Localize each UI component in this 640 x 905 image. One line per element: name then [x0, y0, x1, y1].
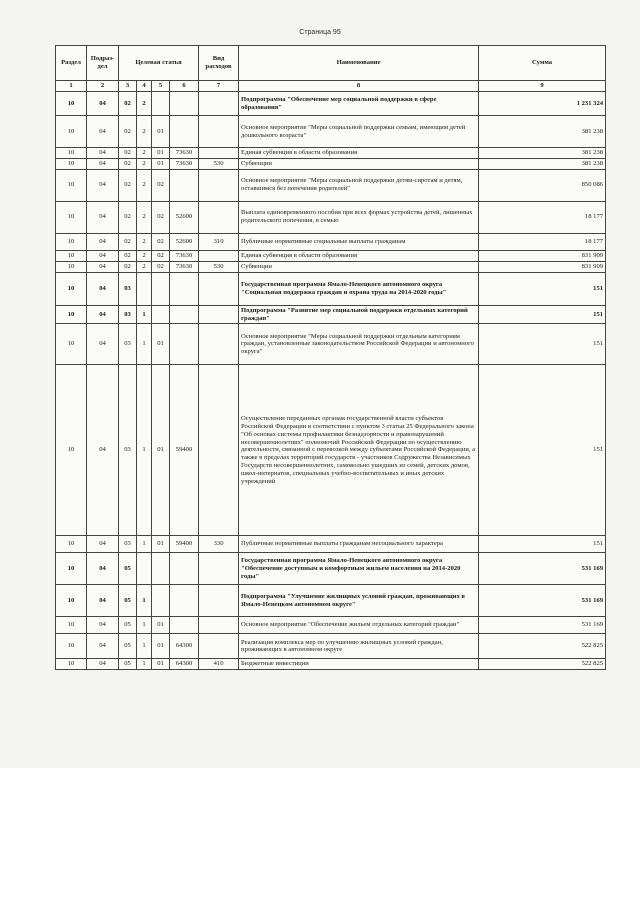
target-part1-cell: 02: [119, 250, 137, 261]
target-part1-cell: 02: [119, 261, 137, 272]
expense-type-cell: [199, 553, 239, 585]
column-number: 6: [170, 81, 199, 92]
razdel-cell: 10: [56, 585, 87, 617]
header-row: [56, 46, 606, 81]
podrazdel-cell: 04: [87, 324, 119, 365]
target-part4-cell: 59400: [170, 536, 199, 553]
expense-type-cell: [199, 617, 239, 634]
target-part2-cell: 2: [137, 169, 152, 201]
sum-cell: 381 238: [479, 158, 606, 169]
table-body: [56, 92, 606, 670]
razdel-cell: 10: [56, 116, 87, 148]
target-part4-cell: [170, 305, 199, 324]
target-part4-cell: 52600: [170, 233, 199, 250]
target-part2-cell: 2: [137, 92, 152, 116]
target-part4-cell: [170, 272, 199, 305]
sum-cell: 151: [479, 272, 606, 305]
target-part4-cell: 59400: [170, 365, 199, 536]
target-part4-cell: [170, 92, 199, 116]
target-part1-cell: 03: [119, 536, 137, 553]
name-cell: Государственная программа Ямало-Ненецкого автономного округа "Социальная поддержка граждан и охрана труда на 2014-2020 годы": [239, 272, 479, 305]
table-row: [56, 148, 606, 159]
expense-type-cell: 310: [199, 233, 239, 250]
target-part1-cell: 05: [119, 634, 137, 659]
razdel-cell: 10: [56, 634, 87, 659]
target-part2-cell: 2: [137, 250, 152, 261]
podrazdel-cell: 04: [87, 158, 119, 169]
podrazdel-cell: 04: [87, 617, 119, 634]
target-part2-cell: [137, 553, 152, 585]
target-part4-cell: [170, 324, 199, 365]
table-row: [56, 272, 606, 305]
table-row: [56, 261, 606, 272]
expense-type-cell: [199, 250, 239, 261]
table-row: [56, 536, 606, 553]
table-row: [56, 201, 606, 233]
column-number: 4: [137, 81, 152, 92]
target-part1-cell: 03: [119, 272, 137, 305]
razdel-cell: 10: [56, 158, 87, 169]
target-part2-cell: 1: [137, 365, 152, 536]
target-part3-cell: 01: [152, 365, 170, 536]
target-part1-cell: 02: [119, 116, 137, 148]
name-cell: Основное мероприятие "Меры социальной поддержки детям-сиротам и детям, оставшимся без попечения родителей": [239, 169, 479, 201]
target-part3-cell: [152, 272, 170, 305]
target-part3-cell: 02: [152, 250, 170, 261]
table-row: [56, 553, 606, 585]
target-part4-cell: 73630: [170, 148, 199, 159]
budget-table: [55, 45, 606, 670]
table-row: [56, 169, 606, 201]
target-part2-cell: 1: [137, 634, 152, 659]
column-number: 7: [199, 81, 239, 92]
razdel-cell: 10: [56, 233, 87, 250]
target-part2-cell: 1: [137, 617, 152, 634]
target-part3-cell: [152, 585, 170, 617]
podrazdel-cell: 04: [87, 634, 119, 659]
name-cell: Субвенции: [239, 158, 479, 169]
table-row: [56, 617, 606, 634]
sum-cell: 381 238: [479, 116, 606, 148]
sum-cell: 151: [479, 324, 606, 365]
podrazdel-cell: 04: [87, 585, 119, 617]
sum-cell: 831 909: [479, 250, 606, 261]
target-part3-cell: [152, 92, 170, 116]
column-number: 9: [479, 81, 606, 92]
razdel-cell: 10: [56, 536, 87, 553]
podrazdel-cell: 04: [87, 116, 119, 148]
table-row: [56, 250, 606, 261]
target-part1-cell: 03: [119, 365, 137, 536]
sum-cell: 381 238: [479, 148, 606, 159]
razdel-cell: 10: [56, 201, 87, 233]
table-row: [56, 158, 606, 169]
name-cell: Субвенции: [239, 261, 479, 272]
expense-type-cell: 330: [199, 536, 239, 553]
target-part4-cell: [170, 617, 199, 634]
target-part3-cell: 01: [152, 158, 170, 169]
table-row: [56, 585, 606, 617]
column-number: 1: [56, 81, 87, 92]
target-part4-cell: 73630: [170, 250, 199, 261]
target-part4-cell: [170, 116, 199, 148]
razdel-cell: 10: [56, 659, 87, 670]
razdel-cell: 10: [56, 272, 87, 305]
expense-type-cell: [199, 324, 239, 365]
razdel-cell: 10: [56, 617, 87, 634]
razdel-cell: 10: [56, 261, 87, 272]
header-target-article: Целевая статья: [119, 46, 199, 81]
name-cell: Публичные нормативные выплаты гражданам несоциального характера: [239, 536, 479, 553]
razdel-cell: 10: [56, 92, 87, 116]
target-part3-cell: 01: [152, 634, 170, 659]
target-part2-cell: 2: [137, 201, 152, 233]
target-part1-cell: 02: [119, 148, 137, 159]
name-cell: Единая субвенция в области образования: [239, 250, 479, 261]
table-row: [56, 659, 606, 670]
target-part4-cell: 64300: [170, 659, 199, 670]
target-part1-cell: 02: [119, 201, 137, 233]
podrazdel-cell: 04: [87, 553, 119, 585]
sum-cell: 522 825: [479, 659, 606, 670]
sum-cell: 522 825: [479, 634, 606, 659]
name-cell: Основное мероприятие "Обеспечение жильем отдельных категорий граждан": [239, 617, 479, 634]
name-cell: Осуществление переданных органам государственной власти субъектов Российской Федерации в соответствии с пунктом 3 статьи 25 Федерального закона "Об основах системы профилактики безнадзорности и правонарушений несовершеннолетних" полномочий Российской Федерации по осуществлению деятельности, связанной с перевозкой между субъектами Российской Федерации, а также в пределах территорий государств - участников Содружества Независимых Государств несовершеннолетних, самовольно ушедших из семей, детских домов, школ-интернатов, специальных учебно-воспитательных и иных детских учреждений: [239, 365, 479, 536]
target-part2-cell: 2: [137, 148, 152, 159]
sum-cell: 831 909: [479, 261, 606, 272]
target-part3-cell: 01: [152, 148, 170, 159]
target-part1-cell: 02: [119, 92, 137, 116]
name-cell: Государственная программа Ямало-Ненецкого автономного округа "Обеспечение доступным и комфортным жильем населения на 2014-2020 годы": [239, 553, 479, 585]
name-cell: Реализация комплекса мер по улучшению жилищных условий граждан, проживающих в автономном округе: [239, 634, 479, 659]
name-cell: Подпрограмма "Развитие мер социальной поддержки отдельных категорий граждан": [239, 305, 479, 324]
podrazdel-cell: 04: [87, 148, 119, 159]
table-row: [56, 305, 606, 324]
expense-type-cell: [199, 148, 239, 159]
header-razdel: Раздел: [56, 46, 87, 81]
table-row: [56, 116, 606, 148]
column-number-row: [56, 81, 606, 92]
expense-type-cell: [199, 305, 239, 324]
table-row: [56, 233, 606, 250]
name-cell: Единая субвенция в области образования: [239, 148, 479, 159]
target-part2-cell: 1: [137, 585, 152, 617]
sum-cell: 1 231 324: [479, 92, 606, 116]
podrazdel-cell: 04: [87, 250, 119, 261]
target-part3-cell: 02: [152, 169, 170, 201]
sum-cell: 850 086: [479, 169, 606, 201]
target-part4-cell: [170, 585, 199, 617]
column-number: 5: [152, 81, 170, 92]
podrazdel-cell: 04: [87, 233, 119, 250]
column-number: 2: [87, 81, 119, 92]
name-cell: Основное мероприятие "Меры социальной поддержки отдельным категориям граждан, установленные законодательством Российской Федерации и автономного округа": [239, 324, 479, 365]
table-row: [56, 365, 606, 536]
razdel-cell: 10: [56, 169, 87, 201]
target-part4-cell: 73630: [170, 158, 199, 169]
expense-type-cell: [199, 116, 239, 148]
podrazdel-cell: 04: [87, 536, 119, 553]
target-part2-cell: 2: [137, 261, 152, 272]
podrazdel-cell: 04: [87, 92, 119, 116]
expense-type-cell: [199, 169, 239, 201]
header-podrazdel: Подраз-дел: [87, 46, 119, 81]
podrazdel-cell: 04: [87, 201, 119, 233]
page-number-label: Страница 95: [299, 29, 341, 36]
header-name: Наименование: [239, 46, 479, 81]
target-part2-cell: 1: [137, 305, 152, 324]
target-part2-cell: 1: [137, 324, 152, 365]
header-expense-type: Вид расходов: [199, 46, 239, 81]
razdel-cell: 10: [56, 553, 87, 585]
razdel-cell: 10: [56, 305, 87, 324]
podrazdel-cell: 04: [87, 305, 119, 324]
target-part4-cell: [170, 553, 199, 585]
podrazdel-cell: 04: [87, 659, 119, 670]
header-sum: Сумма: [479, 46, 606, 81]
table-row: [56, 634, 606, 659]
target-part4-cell: [170, 169, 199, 201]
expense-type-cell: [199, 365, 239, 536]
expense-type-cell: 530: [199, 261, 239, 272]
target-part2-cell: 1: [137, 536, 152, 553]
target-part1-cell: 05: [119, 617, 137, 634]
target-part3-cell: 02: [152, 201, 170, 233]
target-part1-cell: 03: [119, 324, 137, 365]
target-part4-cell: 64300: [170, 634, 199, 659]
target-part1-cell: 02: [119, 233, 137, 250]
sum-cell: 18 177: [479, 233, 606, 250]
target-part1-cell: 05: [119, 553, 137, 585]
podrazdel-cell: 04: [87, 261, 119, 272]
name-cell: Подпрограмма "Обеспечение мер социальной поддержки в сфере образования": [239, 92, 479, 116]
sum-cell: 151: [479, 536, 606, 553]
target-part1-cell: 05: [119, 659, 137, 670]
name-cell: Подпрограмма "Улучшение жилищных условий граждан, проживающих в Ямало-Ненецком автономном округе": [239, 585, 479, 617]
name-cell: Публичные нормативные социальные выплаты гражданам: [239, 233, 479, 250]
table-row: [56, 324, 606, 365]
expense-type-cell: [199, 201, 239, 233]
target-part3-cell: 02: [152, 261, 170, 272]
target-part3-cell: 01: [152, 324, 170, 365]
podrazdel-cell: 04: [87, 272, 119, 305]
name-cell: Основное мероприятие "Меры социальной поддержки семьям, имеющим детей дошкольного возраста": [239, 116, 479, 148]
expense-type-cell: [199, 272, 239, 305]
target-part3-cell: [152, 305, 170, 324]
razdel-cell: 10: [56, 365, 87, 536]
target-part2-cell: 2: [137, 158, 152, 169]
podrazdel-cell: 04: [87, 169, 119, 201]
target-part3-cell: 01: [152, 659, 170, 670]
expense-type-cell: 410: [199, 659, 239, 670]
target-part2-cell: 2: [137, 233, 152, 250]
target-part3-cell: 02: [152, 233, 170, 250]
column-number: 8: [239, 81, 479, 92]
target-part1-cell: 02: [119, 158, 137, 169]
razdel-cell: 10: [56, 250, 87, 261]
target-part2-cell: 1: [137, 659, 152, 670]
target-part3-cell: 01: [152, 536, 170, 553]
sum-cell: 531 169: [479, 553, 606, 585]
expense-type-cell: [199, 92, 239, 116]
target-part1-cell: 05: [119, 585, 137, 617]
target-part1-cell: 02: [119, 169, 137, 201]
target-part1-cell: 03: [119, 305, 137, 324]
razdel-cell: 10: [56, 148, 87, 159]
target-part2-cell: [137, 272, 152, 305]
target-part3-cell: [152, 553, 170, 585]
expense-type-cell: [199, 634, 239, 659]
sum-cell: 531 169: [479, 585, 606, 617]
podrazdel-cell: 04: [87, 365, 119, 536]
expense-type-cell: 530: [199, 158, 239, 169]
razdel-cell: 10: [56, 324, 87, 365]
sum-cell: 531 169: [479, 617, 606, 634]
target-part3-cell: 01: [152, 116, 170, 148]
table-row: [56, 92, 606, 116]
name-cell: Выплата единовременного пособия при всех формах устройства детей, лишенных родительского попечения, в семью: [239, 201, 479, 233]
target-part4-cell: 73630: [170, 261, 199, 272]
target-part4-cell: 52600: [170, 201, 199, 233]
name-cell: Бюджетные инвестиции: [239, 659, 479, 670]
sum-cell: 151: [479, 365, 606, 536]
expense-type-cell: [199, 585, 239, 617]
target-part3-cell: 01: [152, 617, 170, 634]
column-number: 3: [119, 81, 137, 92]
sum-cell: 18 177: [479, 201, 606, 233]
sum-cell: 151: [479, 305, 606, 324]
target-part2-cell: 2: [137, 116, 152, 148]
